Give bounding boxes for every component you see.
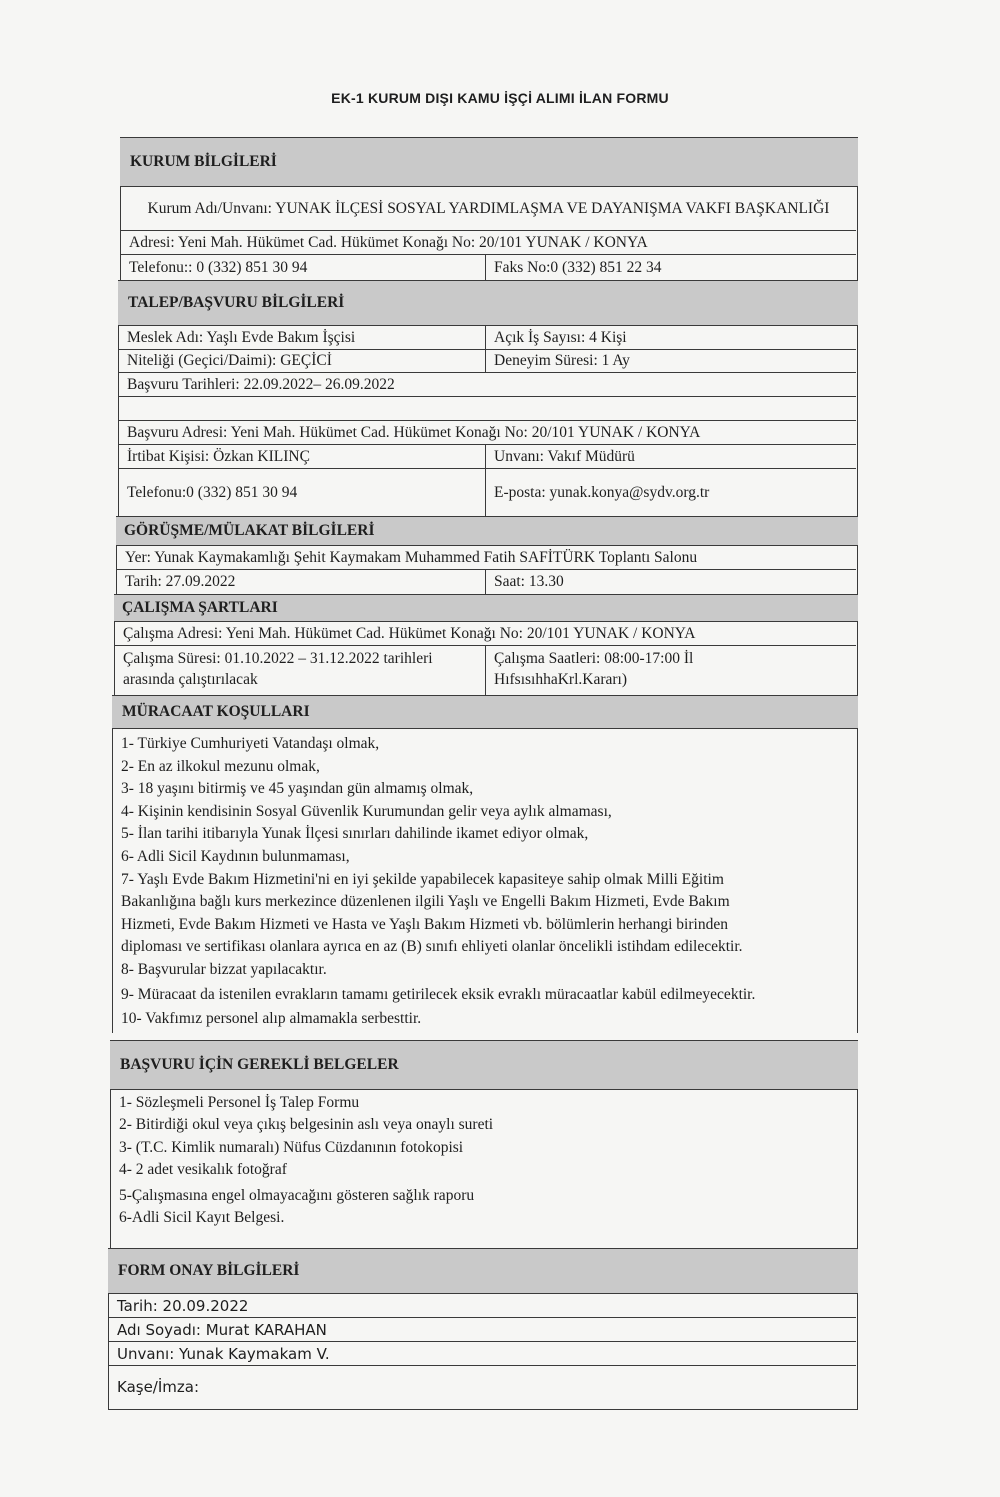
muracaat-section (112, 695, 858, 1033)
kase-imza: Kaşe/İmza: (117, 1378, 200, 1396)
list-item: 1- Türkiye Cumhuriyeti Vatandaşı olmak, (121, 735, 380, 752)
gorusme-header (116, 516, 858, 546)
calisma-adresi: Çalışma Adresi: Yeni Mah. Hükümet Cad. Hükümet Konağı No: 20/101 YUNAK / KONYA (123, 624, 696, 642)
list-item: 1- Sözleşmeli Personel İş Talep Formu (119, 1094, 360, 1111)
basvuru-adresi: Başvuru Adresi: Yeni Mah. Hükümet Cad. Hükümet Konağı No: 20/101 YUNAK / KONYA (127, 423, 701, 441)
list-item: 4- 2 adet vesikalık fotoğraf (119, 1161, 287, 1179)
gorusme-tarih: Tarih: 27.09.2022 (125, 573, 236, 590)
list-item: diploması ve sertifikası olanlara ayrıca en az (B) sınıfı ehliyeti olanlar öncelikli istihdam edilecektir. (121, 938, 743, 956)
kurum-adi-row (121, 187, 856, 231)
talep-section (118, 280, 858, 516)
empty-row (119, 397, 856, 421)
gorusme-section (116, 516, 858, 594)
kurum-adres: Adresi: Yeni Mah. Hükümet Cad. Hükümet Konağı No: 20/101 YUNAK / KONYA (129, 233, 648, 251)
acik-is-sayisi: Açık İş Sayısı: 4 Kişi (485, 326, 856, 349)
calisma-header-label: ÇALIŞMA ŞARTLARI (122, 599, 278, 616)
onay-section (108, 1248, 858, 1410)
kurum-header (120, 137, 858, 187)
nitelik-row (119, 350, 856, 373)
deneyim-suresi: Deneyim Süresi: 1 Ay (485, 350, 856, 372)
list-item: 3- (T.C. Kimlik numaralı) Nüfus Cüzdanının fotokopisi (119, 1138, 464, 1156)
onay-adi-soyadi: Adı Soyadı: Murat KARAHAN (117, 1320, 327, 1339)
basvuru-adresi-row (119, 421, 856, 445)
list-item: 5- İlan tarihi itibarıyla Yunak İlçesi sınırları dahilinde ikamet ediyor olmak, (121, 825, 589, 843)
calisma-section (114, 594, 858, 695)
list-item: 6- Adli Sicil Kaydının bulunmaması, (121, 847, 350, 865)
calisma-header (114, 594, 858, 622)
onay-unvan: Unvanı: Yunak Kaymakam V. (117, 1344, 330, 1363)
kurum-telefon-row (121, 255, 856, 281)
muracaat-header (112, 695, 858, 729)
basvuru-tarihleri: Başvuru Tarihleri: 22.09.2022– 26.09.2022 (127, 375, 395, 393)
niteligi: Niteliği (Geçici/Daimi): GEÇİCİ (127, 352, 332, 369)
belgeler-section (110, 1040, 858, 1248)
gorusme-yer: Yer: Yunak Kaymakamlığı Şehit Kaymakam Muhammed Fatih SAFİTÜRK Toplantı Salonu (125, 548, 698, 566)
onay-tarih-row (109, 1294, 856, 1318)
list-item: 2- Bitirdiği okul veya çıkış belgesinin aslı veya onaylı sureti (119, 1116, 494, 1134)
onay-unvan-row (109, 1342, 856, 1366)
meslek-adi: Meslek Adı: Yaşlı Evde Bakım İşçisi (127, 328, 356, 346)
list-item: Hizmeti, Evde Bakım Hizmeti ve Hasta ve Yaşlı Bakım Hizmeti vb. bölümlerin herhangi birinden (121, 915, 728, 933)
kurum-faks: Faks No:0 (332) 851 22 34 (485, 255, 856, 281)
talep-header-label: TALEP/BAŞVURU BİLGİLERİ (128, 294, 345, 311)
calisma-saatleri: Çalışma Saatleri: 08:00-17:00 İl HıfsısıhhaKrl.Kararı) (485, 646, 856, 695)
kurum-header-label: KURUM BİLGİLERİ (130, 153, 277, 170)
kurum-adres-row (121, 231, 856, 255)
onay-tarih: Tarih: 20.09.2022 (117, 1296, 249, 1315)
calisma-suresi: Çalışma Süresi: 01.10.2022 – 31.12.2022 tarihleri arasında çalıştırılacak (123, 650, 433, 688)
list-item: 8- Başvurular bizzat yapılacaktır. (121, 960, 327, 978)
belgeler-header-label: BAŞVURU İÇİN GEREKLİ BELGELER (120, 1056, 399, 1073)
list-item: Bakanlığına bağlı kurs merkezince düzenlenen ilgili Yaşlı ve Engelli Bakım Hizmeti, Evde Bakım (121, 893, 730, 911)
talep-eposta: E-posta: yunak.konya@sydv.org.tr (485, 469, 856, 516)
onay-header (108, 1248, 858, 1294)
kurum-telefon: Telefonu:: 0 (332) 851 30 94 (129, 259, 308, 276)
calisma-adres-row (115, 622, 856, 646)
onay-imza-row (109, 1366, 856, 1408)
calisma-sure-row (115, 646, 856, 695)
list-item: 5-Çalışmasına engel olmayacağını gösteren sağlık raporu (119, 1186, 475, 1204)
list-item: 9- Müracaat da istenilen evrakların tamamı getirilecek eksik evraklı müracaatlar kabül edilmeyecektir. (121, 985, 756, 1003)
irtibat-kisisi: İrtibat Kişisi: Özkan KILINÇ (127, 447, 310, 465)
belgeler-list (119, 1092, 493, 1229)
iletisim-row (119, 469, 856, 516)
kurum-adi: Kurum Adı/Unvanı: YUNAK İLÇESİ SOSYAL YARDIMLAŞMA VE DAYANIŞMA VAKFI BAŞKANLIĞI (147, 200, 830, 217)
muracaat-header-label: MÜRACAAT KOŞULLARI (122, 703, 310, 720)
onay-header-label: FORM ONAY BİLGİLERİ (118, 1262, 300, 1279)
gorusme-yer-row (117, 546, 856, 570)
form-title: EK-1 KURUM DIŞI KAMU İŞÇİ ALIMI İLAN FORMU (331, 90, 669, 106)
talep-telefon: Telefonu:0 (332) 851 30 94 (127, 483, 298, 501)
list-item: 6-Adli Sicil Kayıt Belgesi. (119, 1209, 285, 1227)
onay-adi-row (109, 1318, 856, 1342)
gorusme-header-label: GÖRÜŞME/MÜLAKAT BİLGİLERİ (124, 522, 375, 539)
irtibat-unvan: Unvanı: Vakıf Müdürü (485, 445, 856, 468)
talep-header (118, 280, 858, 326)
belgeler-header (110, 1040, 858, 1090)
list-item: 10- Vakfımız personel alıp almamakla serbesttir. (121, 1010, 422, 1028)
gorusme-tarih-row (117, 570, 856, 594)
irtibat-row (119, 445, 856, 469)
list-item: 2- En az ilkokul mezunu olmak, (121, 757, 320, 775)
muracaat-list (121, 733, 755, 1031)
meslek-row (119, 326, 856, 350)
list-item: 3- 18 yaşını bitirmiş ve 45 yaşından gün almamış olmak, (121, 780, 474, 798)
list-item: 4- Kişinin kendisinin Sosyal Güvenlik Kurumundan gelir veya aylık almaması, (121, 802, 612, 820)
list-item: 7- Yaşlı Evde Bakım Hizmetini'ni en iyi şekilde yapabilecek kapasiteye sahip olmak Milli Eğitim (121, 870, 724, 888)
kurum-section (120, 137, 858, 283)
gorusme-saat: Saat: 13.30 (485, 570, 856, 594)
basvuru-tarihleri-row (119, 373, 856, 397)
